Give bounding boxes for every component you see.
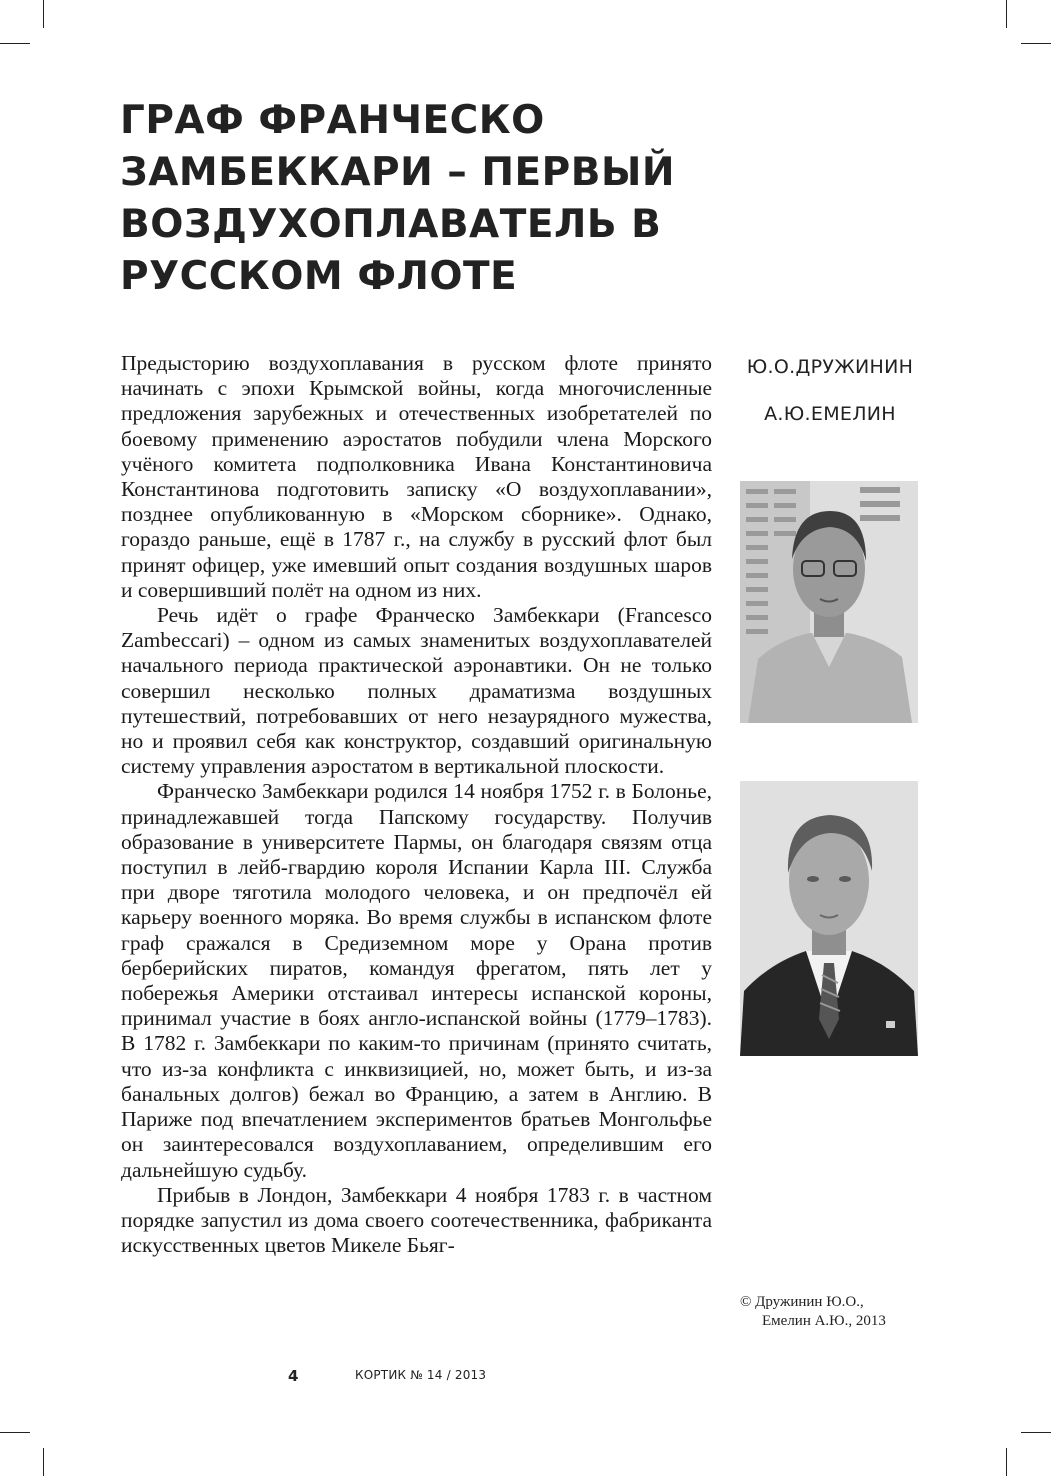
crop-mark (1021, 1432, 1051, 1433)
paragraph: Франческо Замбеккари родился 14 ноября 1752 г. в Болонье, принадлежавшей тогда Папскому государству. Получив образование в университете Пармы, он благодаря связям отца поступил в лейб-гвардию короля Испании Карла III. Служба при дворе тяготила молодого человека, и он предпочёл ей карьеру военного моряка. Во время службы в испанском флоте граф сражался в Средиземном море у Орана против берберийских пиратов, командуя фрегатом, пять лет у побережья Америки отстаивал интересы испанской короны, принимал участие в боях англо-испанской войны (1779–1783). В 1782 г. Замбеккари по каким-то причинам (принято считать, что из-за конфликта с инквизицией, но, может быть, и из-за банальных долгов) бежал во Францию, а затем в Англию. В Париже под впечатлением экспериментов братьев Монгольфье он заинтересовался воздухоплаванием, определившим его дальнейшую судьбу. (121, 779, 712, 1182)
author-name: Ю.О.ДРУЖИНИН (746, 356, 914, 378)
crop-mark (1006, 1448, 1007, 1476)
crop-mark (0, 43, 30, 44)
crop-mark (1006, 0, 1007, 28)
paragraph: Предысторию воздухоплавания в русском флоте принято начинать с эпохи Крымской войны, когда многочисленные предложения зарубежных и отечественных изобретателей по боевому применению аэростатов побудили члена Морского учёного комитета подполковника Ивана Константиновича Константинова подготовить записку «О воздухоплавании», позднее опубликованную в «Морском сборнике». Однако, гораздо раньше, ещё в 1787 г., на службу в русский флот был принят офицер, уже имевший опыт создания воздушных шаров и совершивший полёт на одном из них. (121, 351, 712, 602)
title-line: РУССКОМ ФЛОТЕ (120, 254, 518, 299)
article-body (121, 351, 712, 1258)
crop-mark (43, 0, 44, 28)
page-number: 4 (288, 1367, 299, 1385)
crop-mark (0, 1432, 30, 1433)
article-title (120, 95, 740, 303)
journal-name: КОРТИК № 14 / 2013 (355, 1368, 487, 1382)
copyright-line: © Дружинин Ю.О., (740, 1294, 864, 1310)
paragraph: Речь идёт о графе Франческо Замбеккари (Francesco Zambeccari) – одном из самых знаменитых воздухоплавателей начального периода практической аэронавтики. Он не только совершил несколько полных драматизма воздушных путешествий, потребовавших от него незаурядного мужества, но и проявил себя как конструктор, создавший оригинальную систему управления аэростатом в вертикальной плоскости. (121, 603, 712, 779)
title-line: ГРАФ ФРАНЧЕСКО (120, 98, 545, 143)
crop-mark (1021, 43, 1051, 44)
crop-mark (43, 1448, 44, 1476)
author-photo (740, 481, 918, 723)
title-line: ЗАМБЕККАРИ – ПЕРВЫЙ (120, 150, 676, 195)
title-line: ВОЗДУХОПЛАВАТЕЛЬ В (120, 202, 662, 247)
author-photo (740, 781, 918, 1056)
copyright-line: Емелин А.Ю., 2013 (762, 1313, 886, 1329)
paragraph: Прибыв в Лондон, Замбеккари 4 ноября 1783 г. в частном порядке запустил из дома своего соотечественника, фабриканта искусственных цветов Микеле Бьяг- (121, 1182, 712, 1258)
copyright-notice (740, 1293, 980, 1331)
author-name: А.Ю.ЕМЕЛИН (764, 403, 896, 425)
